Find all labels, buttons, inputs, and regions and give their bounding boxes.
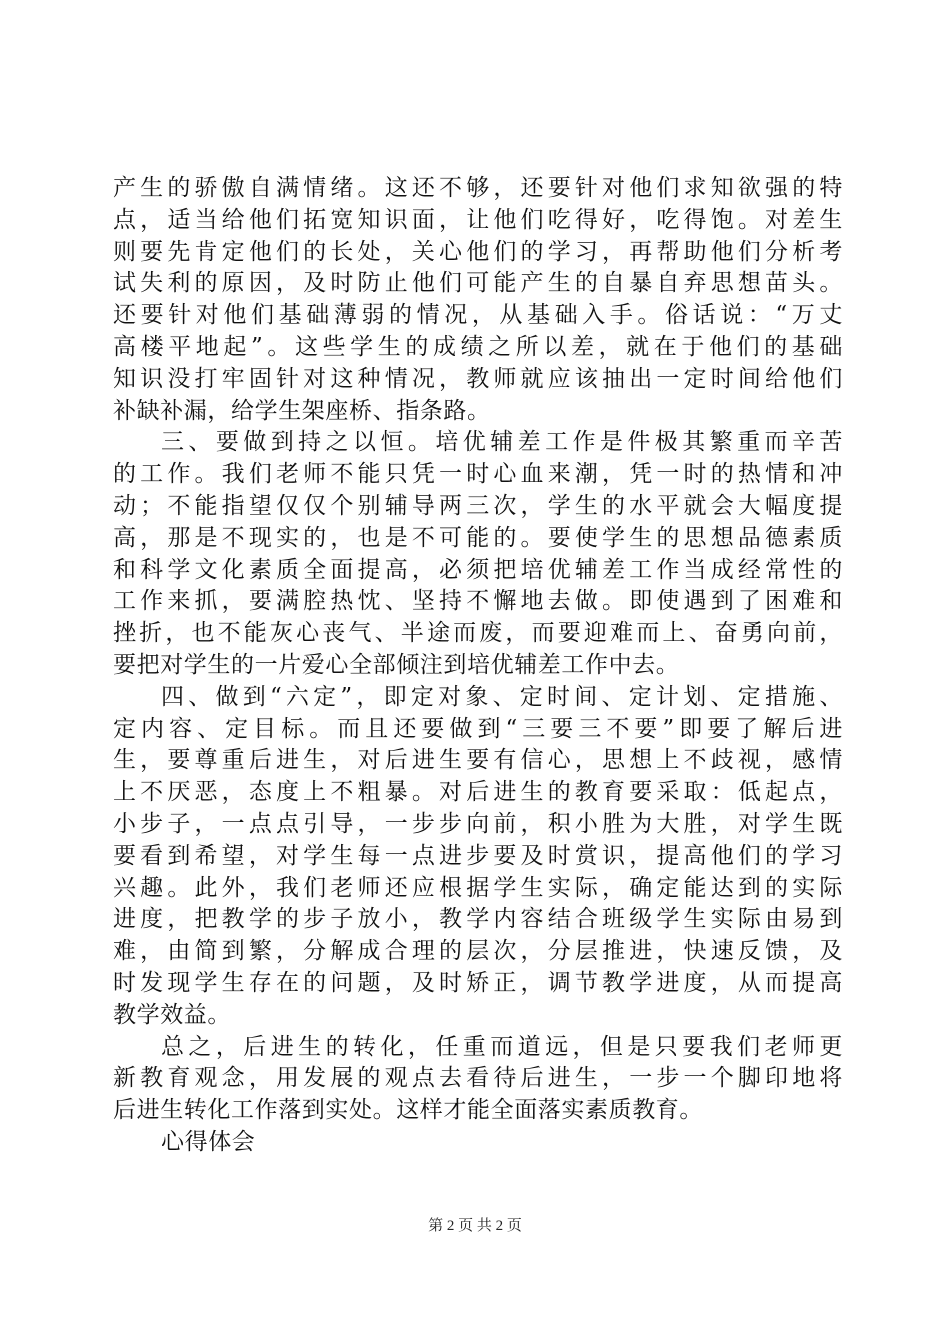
text-line: 知识没打牢固针对这种情况，教师就应该抽出一定时间给他们 [113,365,843,392]
text-line: 试失利的原因，及时防止他们可能产生的自暴自弃思想苗头。 [113,270,843,297]
text-line: 定内容、定目标。而且还要做到“三要三不要”即要了解后进 [113,715,843,742]
text-line: 兴趣。此外，我们老师还应根据学生实际，确定能达到的实际 [113,874,843,901]
text-line: 新教育观念，用发展的观点去看待后进生，一步一个脚印地将 [113,1065,843,1092]
text-line: 动；不能指望仅仅个别辅导两三次，学生的水平就会大幅度提 [113,492,843,519]
text-line: 还要针对他们基础薄弱的情况，从基础入手。俗话说：“万丈 [113,302,843,329]
text-line: 工作来抓，要满腔热忱、坚持不懈地去做。即使遇到了困难和 [113,588,843,615]
text-line: 教学效益。 [113,1001,231,1028]
text-line: 时发现学生存在的问题，及时矫正，调节教学进度，从而提高 [113,969,843,996]
text-line: 后进生转化工作落到实处。这样才能全面落实素质教育。 [113,1097,703,1124]
text-line: 总之，后进生的转化，任重而道远，但是只要我们老师更 [161,1033,843,1060]
text-line: 小步子，一点点引导，一步步向前，积小胜为大胜，对学生既 [113,810,843,837]
text-line: 和科学文化素质全面提高，必须把培优辅差工作当成经常性的 [113,556,843,583]
text-line: 生，要尊重后进生，对后进生要有信心，思想上不歧视，感情 [113,747,843,774]
text-line: 难，由简到繁，分解成合理的层次，分层推进，快速反馈，及 [113,938,843,965]
document-body [113,173,843,1159]
text-line: 进度，把教学的步子放小，教学内容结合班级学生实际由易到 [113,906,843,933]
text-line: 的工作。我们老师不能只凭一时心血来潮，凭一时的热情和冲 [113,461,843,488]
page-footer: 第 2 页 共 2 页 [428,1218,522,1234]
text-line: 产生的骄傲自满情绪。这还不够，还要针对他们求知欲强的特 [113,175,843,201]
text-line: 高楼平地起”。这些学生的成绩之所以差，就在于他们的基础 [113,333,843,360]
text-line: 高，那是不现实的，也是不可能的。要使学生的思想品德素质 [113,524,843,551]
text-line: 上不厌恶，态度上不粗暴。对后进生的教育要采取：低起点， [113,779,843,806]
text-line: 补缺补漏，给学生架座桥、指条路。 [113,397,491,424]
text-line: 则要先肯定他们的长处，关心他们的学习，再帮助他们分析考 [113,238,843,265]
text-line: 心得体会 [161,1128,256,1155]
text-line: 要看到希望，对学生每一点进步要及时赏识，提高他们的学习 [113,842,843,869]
text-line: 三、要做到持之以恒。培优辅差工作是件极其繁重而辛苦 [161,429,843,456]
text-line: 挫折，也不能灰心丧气、半途而废，而要迎难而上、奋勇向前， [113,620,843,647]
text-line: 要把对学生的一片爱心全部倾注到培优辅差工作中去。 [113,651,680,678]
text-line: 四、做到“六定”，即定对象、定时间、定计划、定措施、 [161,683,843,710]
text-line: 点，适当给他们拓宽知识面，让他们吃得好，吃得饱。对差生 [113,206,843,233]
